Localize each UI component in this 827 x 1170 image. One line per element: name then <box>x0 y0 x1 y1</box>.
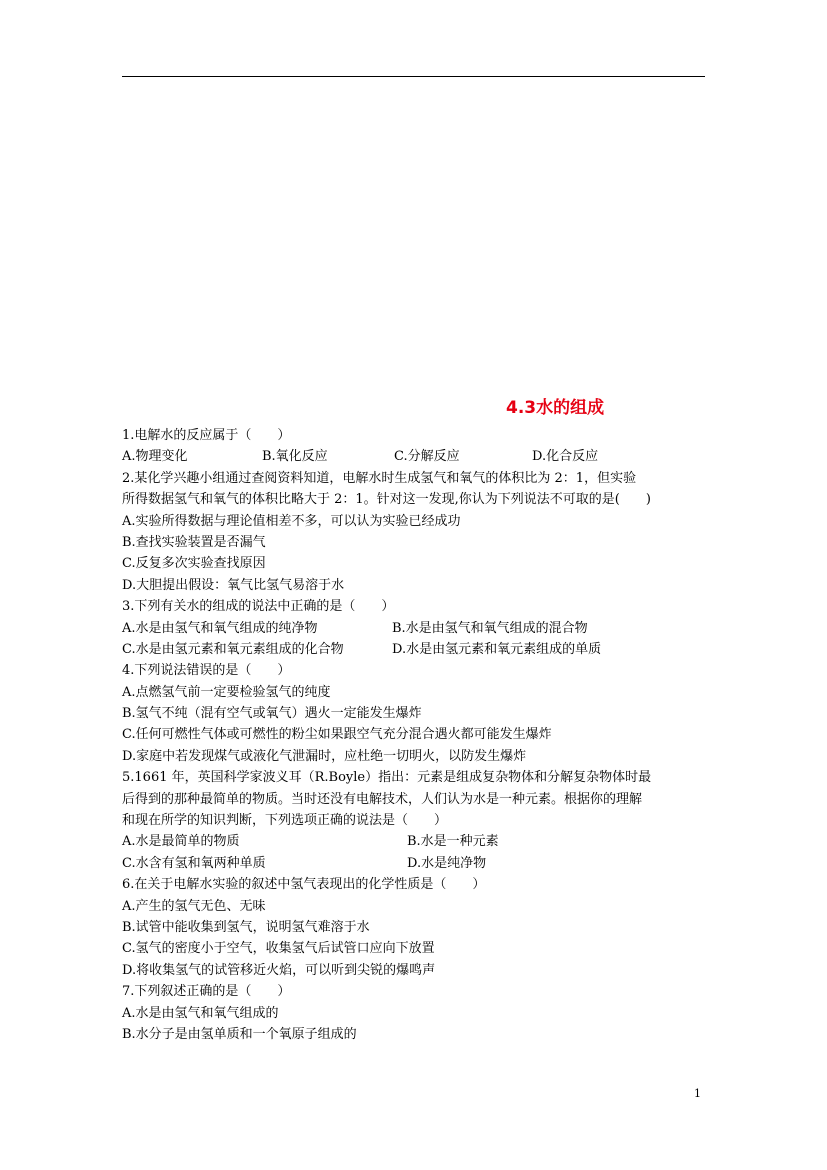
question-7-option-a: A.水是由氢气和氧气组成的 <box>122 1005 279 1021</box>
question-6-stem: 6.在关于电解水实验的叙述中氢气表现出的化学性质是（ ） <box>122 877 486 893</box>
question-2-stem-line-1: 2.某化学兴趣小组通过查阅资料知道，电解水时生成氢气和氧气的体积比为 2：1，但实验 <box>122 470 637 486</box>
question-1-option-c: C.分解反应 <box>394 449 460 465</box>
question-list <box>122 425 722 1045</box>
question-1-stem: 1.电解水的反应属于（ ） <box>122 428 291 443</box>
question-1-options <box>122 446 722 467</box>
question-4-stem: 4.下列说法错误的是（ ） <box>122 663 291 679</box>
question-5-option-c: C.水含有氢和氧两种单质 <box>122 855 266 871</box>
question-3-option-c: C.水是由氢元素和氧元素组成的化合物 <box>122 641 344 657</box>
question-5-stem-line-1: 5.1661 年，英国科学家波义耳（R.Boyle）指出：元素是组成复杂物体和分解复杂物体时最 <box>122 770 652 786</box>
question-3-options-row-1 <box>122 618 722 639</box>
question-2-option-c: C.反复多次实验查找原因 <box>122 556 266 572</box>
header-rule <box>122 76 705 77</box>
question-3-option-b: B.水是由氢气和氧气组成的混合物 <box>392 620 588 636</box>
question-3-option-a: A.水是由氢气和氧气组成的纯净物 <box>122 620 318 636</box>
question-6-option-b: B.试管中能收集到氢气，说明氢气难溶于水 <box>122 919 370 935</box>
question-2-stem-line-2: 所得数据氢气和氧气的体积比略大于 2：1。针对这一发现,你认为下列说法不可取的是( ) <box>122 492 651 508</box>
question-4-option-b: B.氢气不纯（混有空气或氧气）遇火一定能发生爆炸 <box>122 706 422 722</box>
question-5-option-a: A.水是最简单的物质 <box>122 834 240 850</box>
question-2-option-a: A.实验所得数据与理论值相差不多，可以认为实验已经成功 <box>122 513 461 529</box>
question-5-stem-line-3: 和现在所学的知识判断，下列选项正确的说法是（ ） <box>122 813 448 829</box>
question-4-option-d: D.家庭中若发现煤气或液化气泄漏时，应杜绝一切明火，以防发生爆炸 <box>122 748 527 764</box>
question-7-stem: 7.下列叙述正确的是（ ） <box>122 984 291 1000</box>
question-6-option-c: C.氢气的密度小于空气，收集氢气后试管口应向下放置 <box>122 941 435 957</box>
question-6-option-d: D.将收集氢气的试管移近火焰，可以听到尖锐的爆鸣声 <box>122 962 436 978</box>
question-1-option-b: B.氧化反应 <box>262 449 328 465</box>
page-title: 4.3水的组成 <box>506 398 605 418</box>
page-number: 1 <box>694 1087 701 1100</box>
question-5-option-b: B.水是一种元素 <box>407 834 499 850</box>
question-2-option-d: D.大胆提出假设：氧气比氢气易溶于水 <box>122 577 345 593</box>
question-3-options-row-2 <box>122 639 722 660</box>
question-4-option-c: C.任何可燃性气体或可燃性的粉尘如果跟空气充分混合遇火都可能发生爆炸 <box>122 727 552 743</box>
question-5-options-row-2 <box>122 853 722 874</box>
question-3-stem: 3.下列有关水的组成的说法中正确的是（ ） <box>122 599 395 615</box>
question-4-option-a: A.点燃氢气前一定要检验氢气的纯度 <box>122 684 331 700</box>
question-3-option-d: D.水是由氢元素和氧元素组成的单质 <box>392 641 602 657</box>
question-5-option-d: D.水是纯净物 <box>407 855 487 871</box>
question-2-option-b: B.查找实验装置是否漏气 <box>122 534 266 550</box>
question-5-options-row-1 <box>122 831 722 852</box>
question-1-option-d: D.化合反应 <box>532 449 599 465</box>
question-1-option-a: A.物理变化 <box>122 449 188 465</box>
question-7-option-b: B.水分子是由氢单质和一个氧原子组成的 <box>122 1026 357 1042</box>
question-6-option-a: A.产生的氢气无色、无味 <box>122 898 266 914</box>
question-5-stem-line-2: 后得到的那种最简单的物质。当时还没有电解技术，人们认为水是一种元素。根据你的理解 <box>122 791 643 807</box>
